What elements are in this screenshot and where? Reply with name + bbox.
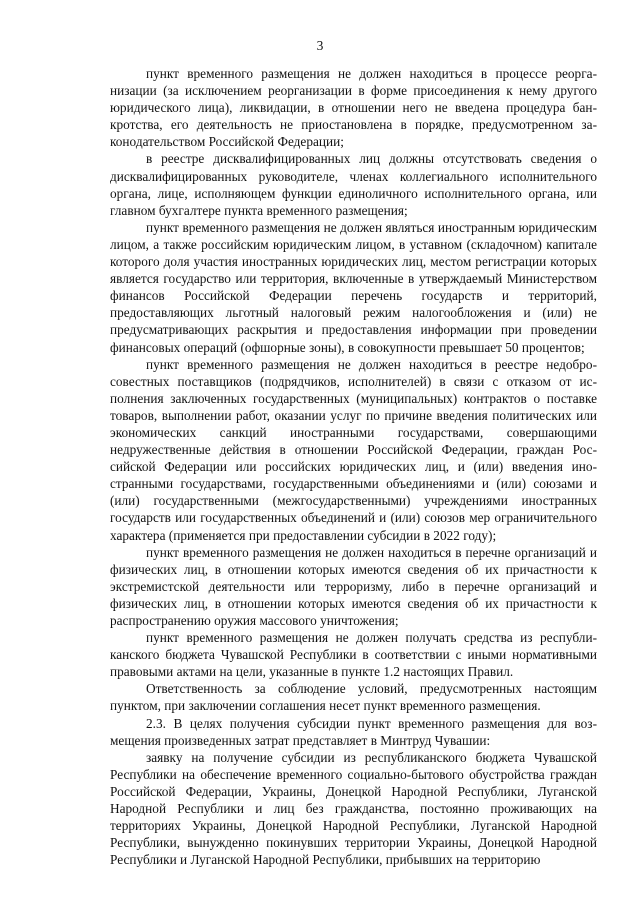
- paragraph-reorganization: пункт временного размещения не должен находиться в процессе реорганизации (за исключением реорганизации в форме присоединения к нему другого юридического лица), ликвидации, в отношении него не введена процедура банкротства, его деятельность не приостановлена в порядке, предусмотренном законодательством Российской Федерации;: [110, 66, 597, 150]
- paragraph-subsidy-application: заявку на получение субсидии из республиканского бюджета Чувашской Республики на обеспечение временного социально-бытового обустройства граждан Российской Федерации, Украины, Донецкой Народной Республики, Луганской Народной Республики и лиц без гражданства, постоянно проживающих на территориях Украины, Донецкой Народной Республики, Луганской Народной Республики, вынужденно покинувших территории Украины, Донецкой Народной Республики и Луганской Народной Республики, прибывших на территорию: [110, 749, 597, 868]
- paragraph-extremism-list: пункт временного размещения не должен находиться в перечне организаций и физических лиц, в отношении которых имеются сведения об их причастности к экстремистской деятельности или терроризму, либо в перечне организаций и физических лиц, в отношении которых имеются сведения об их причастности к распространению оружия массового уничтожения;: [110, 544, 597, 628]
- paragraph-disqualified-persons: в реестре дисквалифицированных лиц должны отсутствовать сведения о дисквалифицированных руководителе, членах коллегиального исполнительного органа, лице, исполняющем функции единоличного исполнительного органа, или главном бухгалтере пункта временного размещения;: [110, 151, 597, 218]
- page-number: 3: [316, 38, 324, 53]
- document-body: [110, 65, 597, 868]
- paragraph-other-funds: пункт временного размещения не должен получать средства из республиканского бюджета Чувашской Республики в соответствии с иными нормативными правовыми актами на цели, указанные в пункте 1.2 настоящих Правил.: [110, 630, 597, 680]
- paragraph-section-2-3: 2.3. В целях получения субсидии пункт временного размещения для возмещения произведенных затрат представляет в Минтруд Чувашии:: [110, 715, 597, 748]
- paragraph-responsibility: Ответственность за соблюдение условий, предусмотренных настоящим пунктом, при заключении соглашения несет пункт временного размещения.: [110, 681, 597, 714]
- paragraph-unfair-suppliers: пункт временного размещения не должен находиться в реестре недобросовестных поставщиков (подрядчиков, исполнителей) в связи с отказом от исполнения заключенных государственных (муниципальных) контрактов о поставке товаров, выполнении работ, оказании услуг по причине введения политических или экономических санкций иностранными государствами, совершающими недружественные действия в отношении Российской Федерации, граждан Российской Федерации или российских юридических лиц, и (или) введения иностранными государствами, государственными объединениями и (или) союзами и (или) государственными (межгосударственными) учреждениями иностранных государств или государственных объединений и (или) союзов мер ограничительного характера (применяется при предоставлении субсидии в 2022 году);: [110, 356, 597, 543]
- paragraph-foreign-entity: пункт временного размещения не должен являться иностранным юридическим лицом, а также российским юридическим лицом, в уставном (складочном) капитале которого доля участия иностранных юридических лиц, местом регистрации которых является государство или территория, включенные в утверждаемый Министерством финансов Российской Федерации перечень государств и территорий, предоставляющих льготный налоговый режим налогообложения и (или) не предусматривающих раскрытия и предоставления информации при проведении финансовых операций (офшорные зоны), в совокупности превышает 50 процентов;: [110, 219, 597, 355]
